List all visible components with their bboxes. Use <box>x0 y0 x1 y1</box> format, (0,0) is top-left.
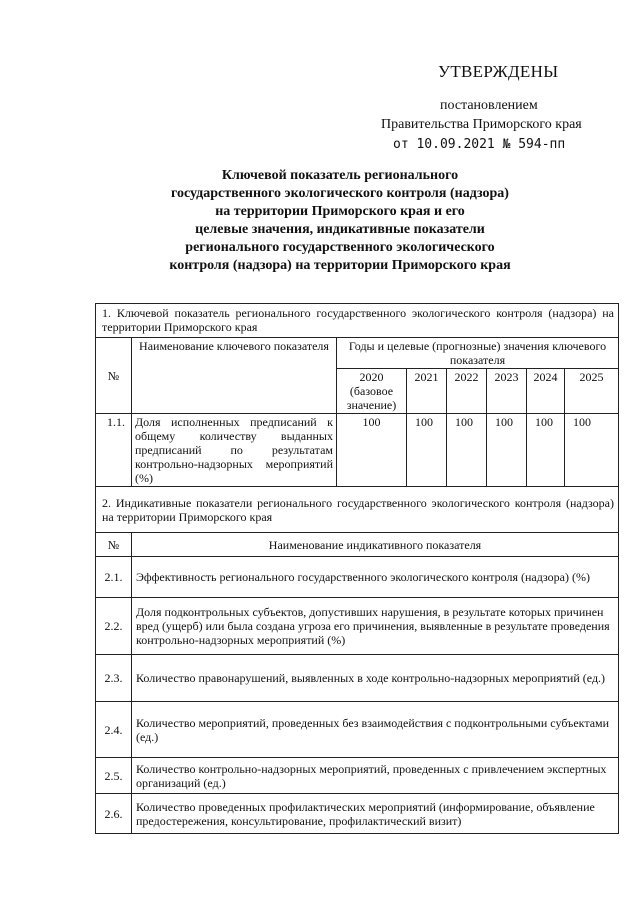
approved-stamp: УТВЕРЖДЕНЫ <box>438 62 559 81</box>
indicator-name: Количество мероприятий, проведенных без взаимодействия с подконтрольными субъектами (ед.) <box>132 702 619 758</box>
col-key-name-header: Наименование ключевого показателя <box>132 338 337 414</box>
col-years-header: Годы и целевые (прогнозные) значения ключевого показателя <box>337 338 619 369</box>
section1-heading: 1. Ключевой показатель регионального государственного экологического контроля (надзора) на территории Приморского края <box>96 304 619 338</box>
title-line: Ключевой показатель регионального <box>221 168 459 183</box>
title-line: целевые значения, индикативные показатели <box>195 222 485 237</box>
indicator-name: Количество правонарушений, выявленных в ходе контрольно-надзорных мероприятий (ед.) <box>132 655 619 702</box>
indicator-name: Эффективность регионального государственного экологического контроля (надзора) (%) <box>132 557 619 598</box>
key-row-name: Доля исполненных предписаний к общему количеству выданных предписаний по результатам контрольно-надзорных мероприятий (%) <box>132 414 337 487</box>
title-line: государственного экологического контроля (надзора) <box>171 186 509 201</box>
year-2021: 2021 <box>407 369 447 414</box>
title-line: регионального государственного экологического <box>185 240 495 255</box>
year-2023: 2023 <box>487 369 527 414</box>
indicator-num: 2.5. <box>96 758 132 794</box>
indicator-num: 2.3. <box>96 655 132 702</box>
col-num-header: № <box>96 338 132 414</box>
indicator-num: 2.4. <box>96 702 132 758</box>
indicator-num: 2.1. <box>96 557 132 598</box>
year-2025: 2025 <box>565 369 619 414</box>
ind-col-num-header: № <box>96 533 132 557</box>
section2-heading: 2. Индикативные показатели регионального государственного экологического контроля (надзора) на территории Приморского края <box>96 487 619 533</box>
ind-col-name-header: Наименование индикативного показателя <box>132 533 619 557</box>
indicator-name: Доля подконтрольных субъектов, допустивших нарушения, в результате которых причинен вред (ущерб) или была создана угроза его причинения, выявленные в результате проведения контрольно-надзорных мероприятий (%) <box>132 598 619 655</box>
key-row-value: 100 <box>527 414 565 487</box>
year-2020: 2020 (базовое значение) <box>337 369 407 414</box>
decree-line-2: Правительства Приморского края <box>381 117 582 132</box>
indicator-num: 2.6. <box>96 794 132 834</box>
key-row-value: 100 <box>407 414 447 487</box>
key-row-value: 100 <box>337 414 407 487</box>
title-line: контроля (надзора) на территории Приморского края <box>169 258 511 273</box>
year-2022: 2022 <box>447 369 487 414</box>
year-2024: 2024 <box>527 369 565 414</box>
indicator-name: Количество контрольно-надзорных мероприятий, проведенных с привлечением экспертных организаций (ед.) <box>132 758 619 794</box>
decree-line-3: от 10.09.2021 № 594-пп <box>393 137 566 152</box>
key-row-num: 1.1. <box>96 414 132 487</box>
key-row-value: 100 <box>447 414 487 487</box>
indicator-name: Количество проведенных профилактических мероприятий (информирование, объявление предостережения, консультирование, профилактический визит) <box>132 794 619 834</box>
document-title <box>140 167 540 275</box>
indicator-num: 2.2. <box>96 598 132 655</box>
title-line: на территории Приморского края и его <box>215 204 465 219</box>
key-row-value: 100 <box>487 414 527 487</box>
decree-line-1: постановлением <box>440 98 538 113</box>
indicators-table <box>95 303 619 834</box>
key-row-value: 100 <box>565 414 619 487</box>
